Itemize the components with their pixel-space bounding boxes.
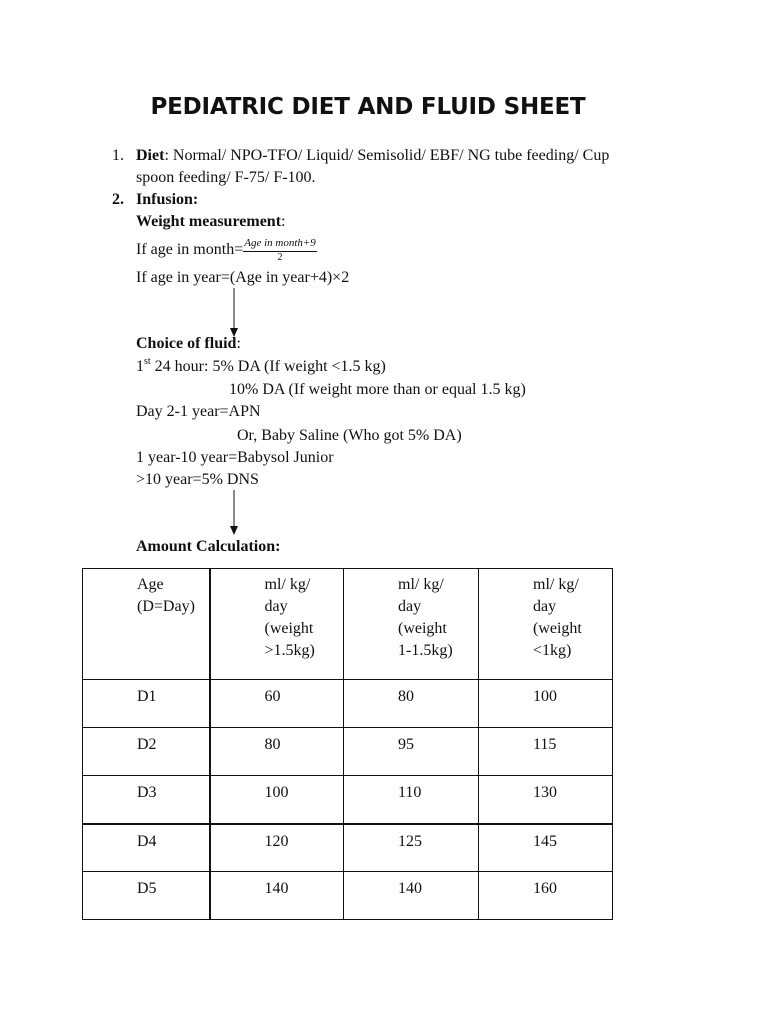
table-cell: 140	[210, 872, 344, 920]
down-arrow-icon	[228, 288, 240, 338]
amount-calculation-heading: Amount Calculation:	[136, 538, 281, 555]
table-cell: 120	[210, 824, 344, 872]
fluid-amount-table	[82, 568, 613, 920]
infusion-label: Infusion:	[136, 191, 199, 208]
fraction-numerator: Age in month+9	[243, 237, 317, 252]
table-cell: 130	[479, 776, 613, 824]
diet-line-2: spoon feeding/ F-75/ F-100.	[136, 169, 316, 186]
table-cell: D5	[83, 872, 210, 920]
item-2-number: 2.	[112, 191, 124, 208]
table-cell: 100	[210, 776, 344, 824]
year1-10-line: 1 year-10 year=Babysol Junior	[136, 449, 334, 466]
choice-of-fluid-heading: Choice of fluid:	[136, 335, 241, 352]
year-formula: If age in year=(Age in year+4)×2	[136, 269, 350, 286]
month-formula	[136, 236, 317, 264]
table-cell: 95	[344, 728, 479, 776]
table-row	[83, 824, 613, 872]
table-header-row	[83, 569, 613, 680]
month-formula-prefix: If age in month=	[136, 241, 244, 258]
table-cell: 115	[479, 728, 613, 776]
header-cell-age: Age (D=Day)	[83, 569, 210, 680]
table-row	[83, 776, 613, 824]
table-cell: D4	[83, 824, 210, 872]
first-day-line: 1st 24 hour: 5% DA (If weight <1.5 kg)	[136, 356, 386, 375]
month-fraction	[243, 237, 317, 264]
header-cell-weight-over-1-5kg: ml/ kg/ day (weight >1.5kg)	[210, 569, 344, 680]
table-cell: 160	[479, 872, 613, 920]
year10plus-line: >10 year=5% DNS	[136, 471, 259, 488]
diet-line-1	[136, 146, 609, 166]
page-title: PEDIATRIC DIET AND FLUID SHEET	[150, 94, 586, 120]
table-row	[83, 680, 613, 728]
header-cell-weight-under-1kg: ml/ kg/ day (weight <1kg)	[479, 569, 613, 680]
table-cell: 80	[210, 728, 344, 776]
diet-label: Diet	[136, 147, 165, 164]
first-day-alternative: 10% DA (If weight more than or equal 1.5 kg)	[229, 381, 526, 398]
table-row	[83, 872, 613, 920]
table-cell: 110	[344, 776, 479, 824]
table-cell: 125	[344, 824, 479, 872]
table-cell: 80	[344, 680, 479, 728]
weight-measurement-heading: Weight measurement:	[136, 213, 286, 230]
down-arrow-icon	[228, 490, 240, 536]
table-cell: 145	[479, 824, 613, 872]
table-cell: D3	[83, 776, 210, 824]
item-1-number: 1.	[112, 147, 124, 164]
table-cell: 60	[210, 680, 344, 728]
diet-options: : Normal/ NPO-TFO/ Liquid/ Semisolid/ EBF/ NG tube feeding/ Cup	[164, 147, 610, 164]
ordinal-suffix: st	[144, 356, 151, 367]
fraction-denominator: 2	[277, 251, 283, 263]
table-cell: D1	[83, 680, 210, 728]
day2-alternative: Or, Baby Saline (Who got 5% DA)	[237, 427, 462, 444]
day2-line: Day 2-1 year=APN	[136, 403, 261, 420]
header-cell-weight-1-to-1-5kg: ml/ kg/ day (weight 1-1.5kg)	[344, 569, 479, 680]
table-row	[83, 728, 613, 776]
table-cell: 140	[344, 872, 479, 920]
table-cell: 100	[479, 680, 613, 728]
table-cell: D2	[83, 728, 210, 776]
